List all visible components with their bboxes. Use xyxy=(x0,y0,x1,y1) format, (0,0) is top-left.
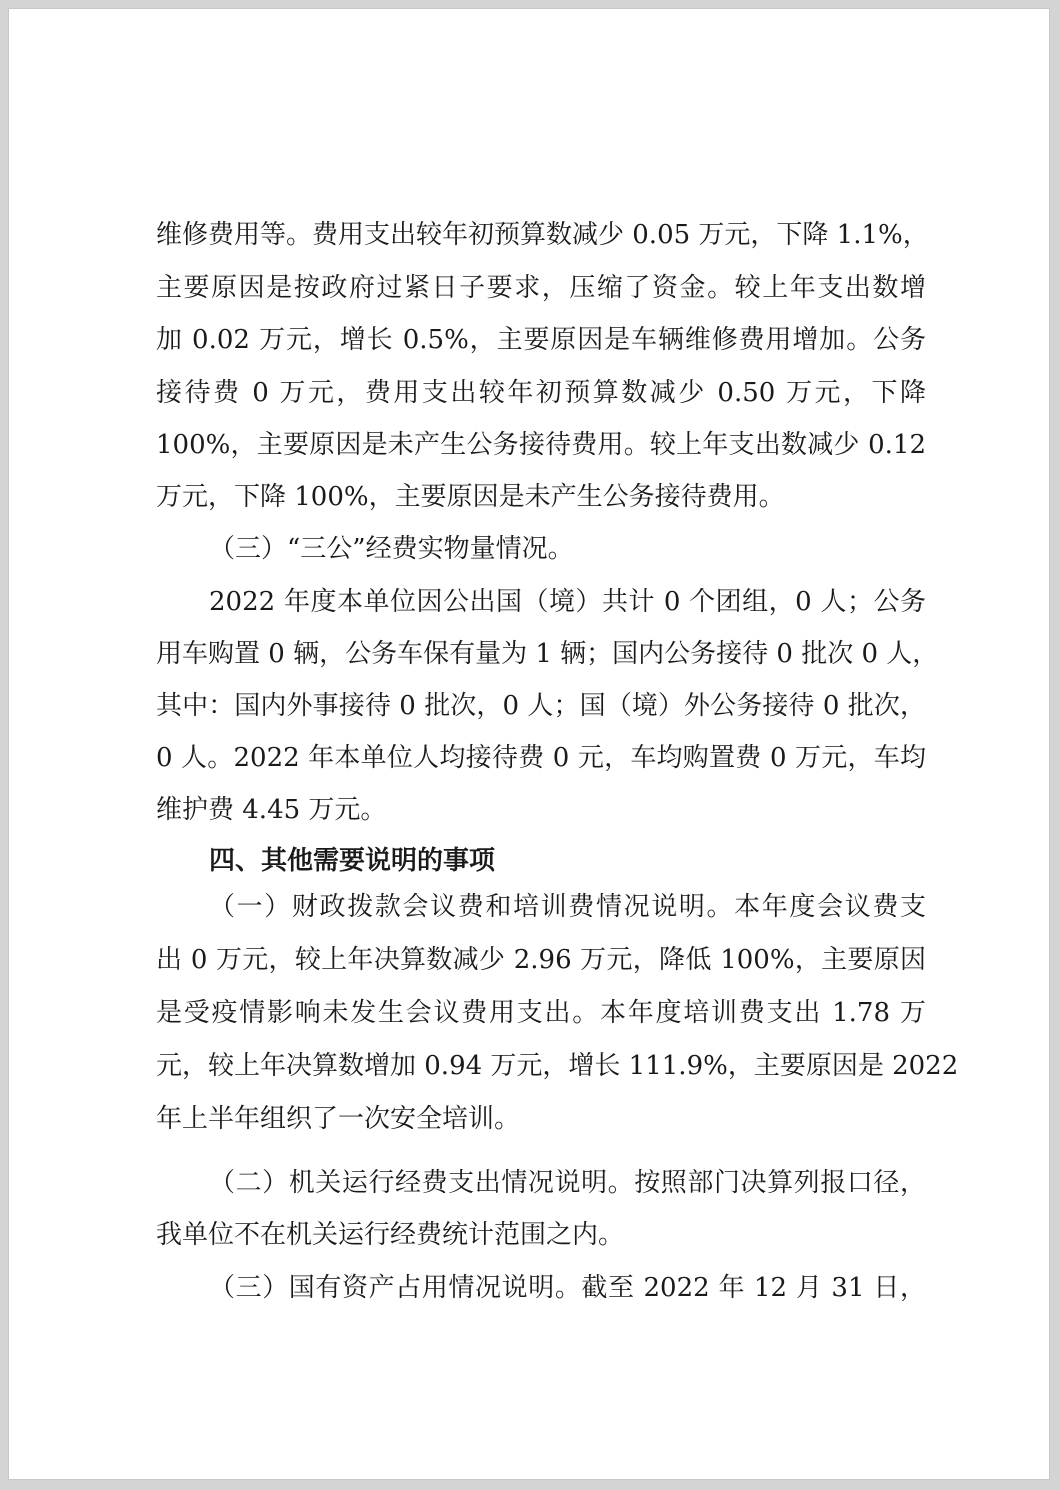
paragraph-line: （二）机关运行经费支出情况说明。按照部门决算列报口径， xyxy=(209,1168,926,1198)
paragraph-line: 0 人。2022 年本单位人均接待费 0 元，车均购置费 0 万元，车均 xyxy=(156,743,926,773)
paragraph-line: 是受疫情影响未发生会议费用支出。本年度培训费支出 1.78 万 xyxy=(156,998,926,1028)
paragraph-line: 维护费 4.45 万元。 xyxy=(156,795,387,825)
paragraph-line: 加 0.02 万元，增长 0.5%，主要原因是车辆维修费用增加。公务 xyxy=(156,325,926,355)
paragraph-line: 主要原因是按政府过紧日子要求，压缩了资金。较上年支出数增 xyxy=(156,273,926,303)
paragraph-line: 用车购置 0 辆，公务车保有量为 1 辆；国内公务接待 0 批次 0 人， xyxy=(156,639,939,669)
document-page xyxy=(9,9,1049,1479)
paragraph-line: （三）国有资产占用情况说明。截至 2022 年 12 月 31 日， xyxy=(209,1273,926,1303)
paragraph-line: 维修费用等。费用支出较年初预算数减少 0.05 万元，下降 1.1%， xyxy=(156,220,929,250)
paragraph-line: 元，较上年决算数增加 0.94 万元，增长 111.9%，主要原因是 2022 xyxy=(156,1051,959,1081)
section-heading: 四、其他需要说明的事项 xyxy=(209,846,496,876)
paragraph-line: 其中：国内外事接待 0 批次，0 人；国（境）外公务接待 0 批次， xyxy=(156,691,926,721)
paragraph-line: 出 0 万元，较上年决算数减少 2.96 万元，降低 100%，主要原因 xyxy=(156,945,926,975)
paragraph-line: 2022 年度本单位因公出国（境）共计 0 个团组，0 人；公务 xyxy=(209,587,926,617)
paragraph-line: （一）财政拨款会议费和培训费情况说明。本年度会议费支 xyxy=(209,892,926,922)
paragraph-line: 我单位不在机关运行经费统计范围之内。 xyxy=(156,1220,625,1250)
section-subheading: （三）“三公”经费实物量情况。 xyxy=(209,534,574,564)
paragraph-line: 100%，主要原因是未产生公务接待费用。较上年支出数减少 0.12 xyxy=(156,430,926,460)
paragraph-line: 万元，下降 100%，主要原因是未产生公务接待费用。 xyxy=(156,482,785,512)
paragraph-line: 年上半年组织了一次安全培训。 xyxy=(156,1104,521,1134)
paragraph-line: 接待费 0 万元，费用支出较年初预算数减少 0.50 万元，下降 xyxy=(156,378,926,408)
